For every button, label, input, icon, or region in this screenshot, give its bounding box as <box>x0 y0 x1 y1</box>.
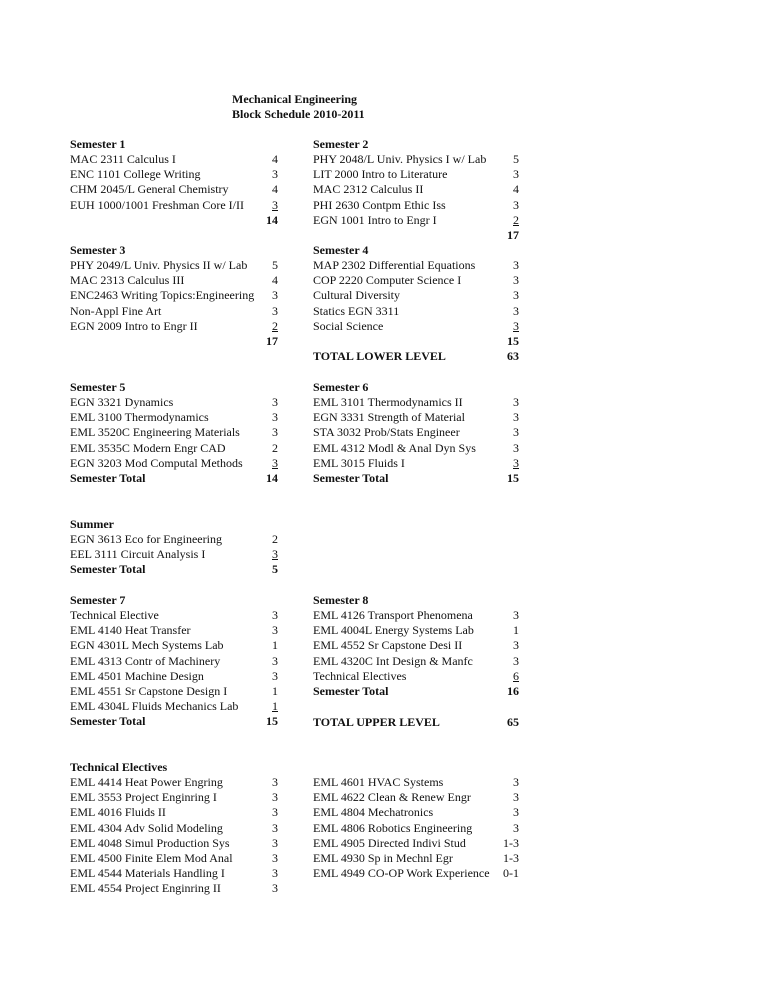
total-upper-level-row <box>313 715 519 730</box>
sem2-course-row-name: PHI 2630 Contpm Ethic Iss <box>313 197 446 212</box>
sem7-total-row-credits: 15 <box>266 714 278 729</box>
te-right-row <box>313 851 519 866</box>
te-right-row-name: EML 4905 Directed Indivi Stud <box>313 835 466 850</box>
sem2-course-row-credits: 4 <box>513 182 519 197</box>
total-lower-level-row <box>313 349 519 364</box>
sem1-course-row-credits: 3 <box>272 197 278 212</box>
sem2-course-row <box>313 167 519 182</box>
sem5-total-row <box>70 471 278 486</box>
te-right-row-credits: 1-3 <box>503 835 519 850</box>
sem6-course-row-name: EGN 3331 Strength of Material <box>313 410 465 425</box>
te-left-row-credits: 3 <box>272 851 278 865</box>
sem1-course-row-name: ENC 1101 College Writing <box>70 167 201 182</box>
sem7-course-row <box>70 638 278 653</box>
sem2-course-row-credits: 3 <box>513 197 519 212</box>
sem8-course-row-name: EML 4552 Sr Capstone Desi II <box>313 638 463 653</box>
sem2-course-row <box>313 182 519 197</box>
sem7-course-row-name: EML 4501 Machine Design <box>70 668 204 683</box>
sem1-course-row-name: EUH 1000/1001 Freshman Core I/II <box>70 197 244 212</box>
sem4-course-row-name: MAP 2302 Differential Equations <box>313 258 476 272</box>
summer-course-row-name: EEL 3111 Circuit Analysis I <box>70 547 206 562</box>
sem4-course-row <box>313 258 519 273</box>
sem7-course-row <box>70 684 278 699</box>
sem3-course-row-credits: 3 <box>272 303 278 318</box>
sem7-course-row-name: EML 4304L Fluids Mechanics Lab <box>70 699 239 714</box>
sem3-course-row <box>70 319 278 334</box>
sem6-total-row-credits: 15 <box>507 471 519 485</box>
sem6-course-row <box>313 425 519 440</box>
te-right-row <box>313 805 519 820</box>
sem6-course-row <box>313 456 519 471</box>
sem3-course-row <box>70 273 278 288</box>
te-left-row-name: EML 3553 Project Enginring I <box>70 790 217 805</box>
sem7-course-row <box>70 623 278 638</box>
sem8-course-row <box>313 669 519 684</box>
sem5-course-row-credits: 2 <box>272 440 278 455</box>
sem6-course-row-credits: 3 <box>513 440 519 455</box>
semester-3-heading: Semester 3 <box>70 243 126 257</box>
sem4-course-row <box>313 319 519 334</box>
sem4-course-row-credits: 3 <box>513 258 519 272</box>
sem4-course-row-credits: 3 <box>513 318 519 333</box>
sem6-course-row <box>313 395 519 410</box>
te-left-row-credits: 3 <box>272 881 278 896</box>
semester-8-heading: Semester 8 <box>313 593 369 607</box>
sem8-course-row <box>313 608 519 623</box>
sem3-total-row <box>70 334 278 349</box>
sem6-total-row <box>313 471 519 486</box>
sem7-course-row <box>70 654 278 669</box>
te-right-row <box>313 790 519 805</box>
te-right-row-name: EML 4601 HVAC Systems <box>313 775 444 789</box>
sem6-course-row-name: EML 3015 Fluids I <box>313 455 405 470</box>
sem1-course-row-credits: 4 <box>272 152 278 166</box>
sem3-course-row-name: PHY 2049/L Univ. Physics II w/ Lab <box>70 258 248 272</box>
sem3-course-row <box>70 288 278 303</box>
te-left-row <box>70 851 278 866</box>
semester-2-heading: Semester 2 <box>313 137 369 151</box>
summer-heading: Summer <box>70 517 114 531</box>
sem3-course-row-credits: 5 <box>272 258 278 272</box>
sem5-course-row-credits: 3 <box>272 410 278 425</box>
semester-4-heading: Semester 4 <box>313 243 369 257</box>
sem5-course-row <box>70 410 278 425</box>
sem8-total-row-credits: 16 <box>507 684 519 698</box>
sem8-course-row-credits: 3 <box>513 638 519 653</box>
document-title: Mechanical Engineering <box>232 92 357 106</box>
sem4-course-row <box>313 304 519 319</box>
sem7-course-row-credits: 1 <box>272 684 278 698</box>
sem6-course-row-credits: 3 <box>513 425 519 440</box>
sem4-course-row <box>313 288 519 303</box>
sem6-course-row <box>313 410 519 425</box>
sem3-course-row-name: ENC2463 Writing Topics:Engineering <box>70 288 255 303</box>
sem7-course-row-name: EGN 4301L Mech Systems Lab <box>70 638 224 653</box>
sem6-course-row <box>313 441 519 456</box>
sem8-total-row <box>313 684 519 699</box>
te-left-row-credits: 3 <box>272 866 278 881</box>
sem7-course-row-name: EML 4551 Sr Capstone Design I <box>70 684 228 698</box>
te-left-row <box>70 836 278 851</box>
semester-1-heading: Semester 1 <box>70 137 126 151</box>
te-left-row <box>70 805 278 820</box>
sem5-course-row <box>70 395 278 410</box>
sem8-course-row-name: EML 4320C Int Design & Manfc <box>313 653 473 668</box>
te-right-row-name: EML 4930 Sp in Mechnl Egr <box>313 851 453 865</box>
te-right-row-credits: 3 <box>513 805 519 820</box>
sem3-course-row-name: EGN 2009 Intro to Engr II <box>70 318 198 333</box>
sem8-course-row <box>313 638 519 653</box>
semester-6-heading: Semester 6 <box>313 380 369 394</box>
sem7-total-row <box>70 714 278 729</box>
sem5-course-row <box>70 425 278 440</box>
sem7-course-row-name: EML 4140 Heat Transfer <box>70 623 191 638</box>
sem8-course-row-credits: 1 <box>513 623 519 638</box>
sem1-course-row-credits: 3 <box>272 167 278 182</box>
sem5-course-row-name: EGN 3203 Mod Computal Methods <box>70 455 243 470</box>
te-left-row-credits: 3 <box>272 805 278 820</box>
sem1-course-row-credits: 4 <box>272 182 278 197</box>
summer-course-row-credits: 2 <box>272 532 278 546</box>
sem4-total-row-credits: 15 <box>507 334 519 348</box>
te-left-row <box>70 790 278 805</box>
sem4-course-row-name: Statics EGN 3311 <box>313 303 400 318</box>
summer-course-row-name: EGN 3613 Eco for Engineering <box>70 532 222 546</box>
sem4-course-row-name: COP 2220 Computer Science I <box>313 273 462 288</box>
sem7-total-row-name: Semester Total <box>70 714 146 729</box>
summer-course-row <box>70 532 278 547</box>
sem2-course-row-credits: 2 <box>513 212 519 227</box>
sem7-course-row <box>70 669 278 684</box>
sem4-course-row-name: Social Science <box>313 318 384 333</box>
sem3-course-row <box>70 258 278 273</box>
sem5-course-row-name: EML 3100 Thermodynamics <box>70 410 209 425</box>
sem7-course-row-credits: 3 <box>272 653 278 668</box>
sem4-course-row-name: Cultural Diversity <box>313 288 400 303</box>
te-right-row-credits: 3 <box>513 775 519 789</box>
sem7-course-row-credits: 1 <box>272 638 278 653</box>
sem5-course-row-name: EML 3535C Modern Engr CAD <box>70 440 226 455</box>
sem8-course-row-credits: 3 <box>513 653 519 668</box>
sem8-course-row-name: EML 4004L Energy Systems Lab <box>313 623 474 638</box>
sem6-course-row-credits: 3 <box>513 395 519 409</box>
sem2-course-row <box>313 213 519 228</box>
sem7-course-row-credits: 3 <box>272 608 278 622</box>
sem1-course-row-name: CHM 2045/L General Chemistry <box>70 182 229 197</box>
sem7-course-row-credits: 1 <box>272 699 278 714</box>
summer-total-row-credits: 5 <box>272 562 278 577</box>
document-subtitle: Block Schedule 2010-2011 <box>232 107 365 121</box>
sem2-course-row-name: EGN 1001 Intro to Engr I <box>313 212 437 227</box>
technical-electives-heading: Technical Electives <box>70 760 168 774</box>
total-upper-level-value: 65 <box>507 715 519 729</box>
sem7-course-row-credits: 3 <box>272 623 278 638</box>
total-upper-level-label: TOTAL UPPER LEVEL <box>313 715 440 729</box>
total-lower-level-value: 63 <box>507 349 519 363</box>
sem8-course-row-name: EML 4126 Transport Phenomena <box>313 608 473 622</box>
sem4-course-row-credits: 3 <box>513 273 519 288</box>
sem1-total-row <box>70 213 278 228</box>
te-left-row <box>70 821 278 836</box>
sem5-total-row-credits: 14 <box>266 471 278 485</box>
te-right-row-credits: 3 <box>513 790 519 805</box>
sem2-course-row-name: PHY 2048/L Univ. Physics I w/ Lab <box>313 152 487 166</box>
sem8-total-row-name: Semester Total <box>313 684 389 698</box>
summer-course-row-credits: 3 <box>272 547 278 562</box>
sem4-course-row <box>313 273 519 288</box>
te-right-row-name: EML 4949 CO-OP Work Experience <box>313 866 490 881</box>
sem3-total-row-credits: 17 <box>266 334 278 348</box>
sem5-course-row-name: EGN 3321 Dynamics <box>70 395 174 409</box>
sem6-course-row-name: STA 3032 Prob/Stats Engineer <box>313 425 460 440</box>
sem1-course-row <box>70 167 278 182</box>
sem5-course-row-credits: 3 <box>272 455 278 470</box>
te-right-row-name: EML 4806 Robotics Engineering <box>313 820 473 835</box>
semester-7-heading: Semester 7 <box>70 593 126 607</box>
te-left-row-name: EML 4500 Finite Elem Mod Anal <box>70 851 233 865</box>
sem5-course-row-name: EML 3520C Engineering Materials <box>70 425 240 440</box>
te-left-row-credits: 3 <box>272 775 278 789</box>
te-right-row <box>313 775 519 790</box>
te-right-row-name: EML 4622 Clean & Renew Engr <box>313 790 471 805</box>
sem3-course-row <box>70 304 278 319</box>
total-lower-level-label: TOTAL LOWER LEVEL <box>313 349 446 363</box>
te-left-row-name: EML 4554 Project Enginring II <box>70 881 221 896</box>
sem3-course-row-credits: 2 <box>272 318 278 333</box>
sem4-course-row-credits: 3 <box>513 288 519 303</box>
sem1-total-row-credits: 14 <box>266 212 278 227</box>
te-left-row-name: EML 4544 Materials Handling I <box>70 866 225 881</box>
te-left-row <box>70 881 278 896</box>
te-right-row <box>313 836 519 851</box>
te-left-row-credits: 3 <box>272 820 278 835</box>
sem8-course-row-credits: 3 <box>513 608 519 622</box>
sem2-total-row-credits: 17 <box>507 228 519 242</box>
sem1-course-row-name: MAC 2311 Calculus I <box>70 152 176 166</box>
sem8-course-row <box>313 623 519 638</box>
te-left-row-name: EML 4016 Fluids II <box>70 805 166 820</box>
semester-5-heading: Semester 5 <box>70 380 126 394</box>
te-left-row-credits: 3 <box>272 835 278 850</box>
sem7-course-row-credits: 3 <box>272 668 278 683</box>
summer-course-row <box>70 547 278 562</box>
sem8-course-row-name: Technical Electives <box>313 668 407 683</box>
sem2-course-row <box>313 152 519 167</box>
sem6-course-row-name: EML 3101 Thermodynamics II <box>313 395 463 409</box>
sem2-course-row-name: MAC 2312 Calculus II <box>313 182 424 197</box>
sem5-course-row <box>70 441 278 456</box>
te-left-row-name: EML 4048 Simul Production Sys <box>70 835 230 850</box>
sem7-course-row-name: EML 4313 Contr of Machinery <box>70 653 221 668</box>
sem1-course-row <box>70 152 278 167</box>
sem8-course-row <box>313 654 519 669</box>
te-left-row-name: EML 4304 Adv Solid Modeling <box>70 820 223 835</box>
te-left-row-credits: 3 <box>272 790 278 805</box>
sem8-course-row-credits: 6 <box>513 668 519 683</box>
sem3-course-row-name: Non-Appl Fine Art <box>70 303 162 318</box>
te-left-row-name: EML 4414 Heat Power Engring <box>70 775 223 789</box>
sem2-total-row <box>313 228 519 243</box>
sem5-total-row-name: Semester Total <box>70 471 146 485</box>
sem3-course-row-credits: 4 <box>272 273 278 288</box>
sem7-course-row <box>70 608 278 623</box>
sem1-course-row <box>70 198 278 213</box>
sem3-course-row-name: MAC 2313 Calculus III <box>70 273 185 288</box>
sem1-course-row <box>70 182 278 197</box>
te-left-row <box>70 866 278 881</box>
te-right-row <box>313 821 519 836</box>
sem6-course-row-credits: 3 <box>513 410 519 425</box>
sem2-course-row-name: LIT 2000 Intro to Literature <box>313 167 448 182</box>
sem6-course-row-name: EML 4312 Modl & Anal Dyn Sys <box>313 440 476 455</box>
te-left-row <box>70 775 278 790</box>
te-right-row-credits: 3 <box>513 820 519 835</box>
te-right-row <box>313 866 519 881</box>
summer-total-row <box>70 562 278 577</box>
summer-total-row-name: Semester Total <box>70 562 146 577</box>
sem7-course-row-name: Technical Elective <box>70 608 159 622</box>
sem6-course-row-credits: 3 <box>513 455 519 470</box>
sem5-course-row <box>70 456 278 471</box>
sem2-course-row-credits: 3 <box>513 167 519 182</box>
sem2-course-row <box>313 198 519 213</box>
te-right-row-name: EML 4804 Mechatronics <box>313 805 434 820</box>
sem7-course-row <box>70 699 278 714</box>
sem3-course-row-credits: 3 <box>272 288 278 303</box>
sem5-course-row-credits: 3 <box>272 395 278 409</box>
sem5-course-row-credits: 3 <box>272 425 278 440</box>
te-right-row-credits: 0-1 <box>503 866 519 881</box>
te-right-row-credits: 1-3 <box>503 851 519 865</box>
sem2-course-row-credits: 5 <box>513 152 519 166</box>
sem6-total-row-name: Semester Total <box>313 471 389 485</box>
sem4-course-row-credits: 3 <box>513 303 519 318</box>
sem4-total-row <box>313 334 519 349</box>
